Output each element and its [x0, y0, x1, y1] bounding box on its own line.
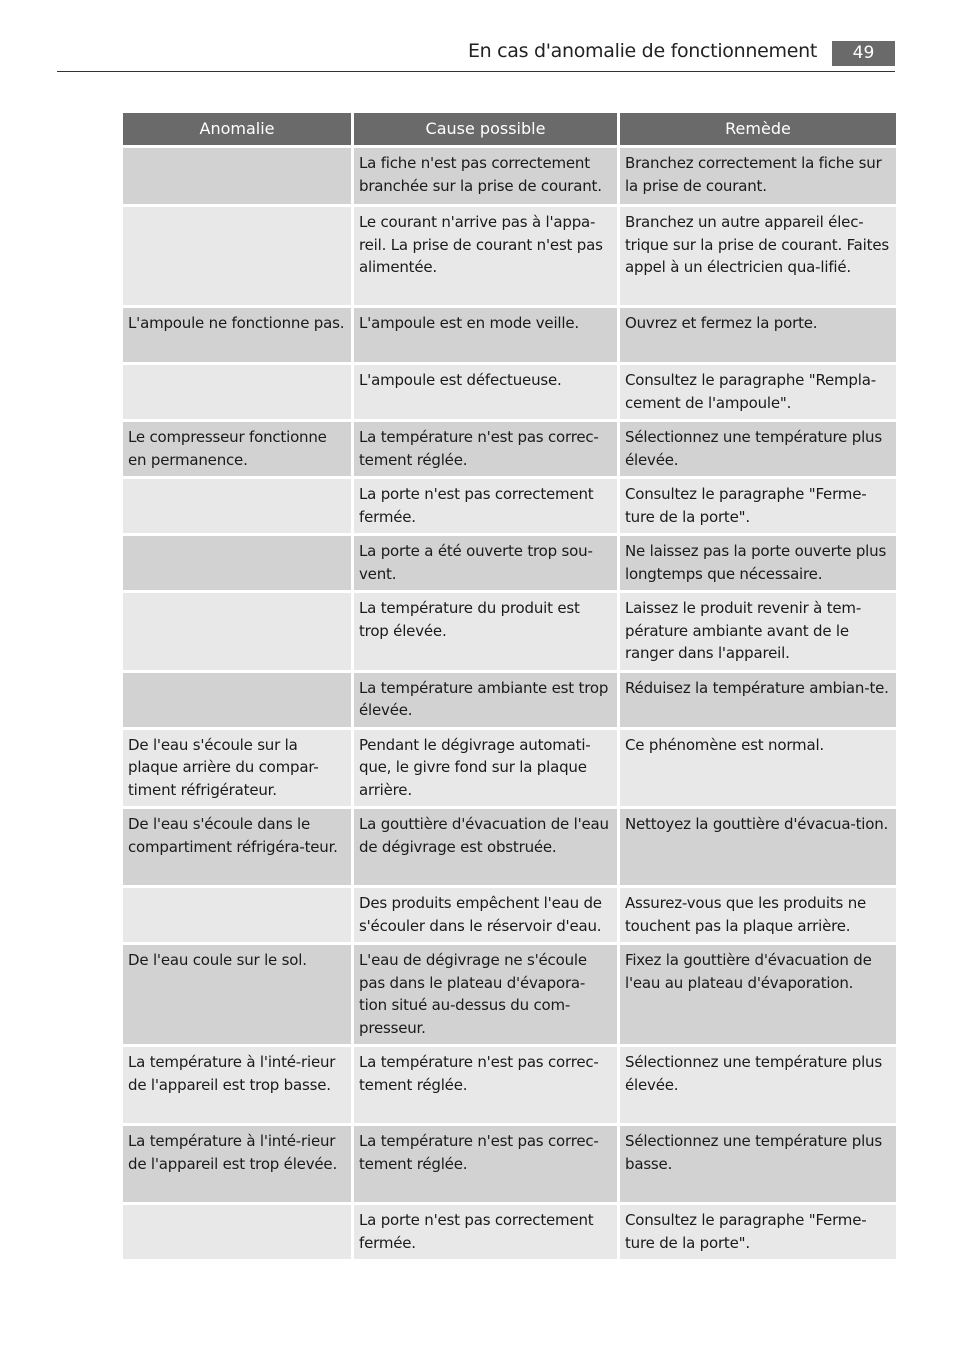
column-header-anomalie: Anomalie: [123, 113, 351, 145]
cause-cell: L'eau de dégivrage ne s'écoule pas dans le plateau d'évapora-tion situé au-dessus du com-presseur.: [354, 945, 617, 1044]
anomalie-cell: [123, 536, 351, 590]
remede-cell: Branchez correctement la fiche sur la prise de courant.: [620, 148, 896, 204]
table-row: [123, 1126, 896, 1202]
remede-cell: Ouvrez et fermez la porte.: [620, 308, 896, 362]
anomalie-cell: De l'eau s'écoule dans le compartiment réfrigéra-teur.: [123, 809, 351, 885]
anomalie-cell: [123, 593, 351, 670]
anomalie-cell: L'ampoule ne fonctionne pas.: [123, 308, 351, 362]
table-row: [123, 365, 896, 419]
cause-cell: La fiche n'est pas correctement branchée sur la prise de courant.: [354, 148, 617, 204]
anomalie-cell: Le compresseur fonctionne en permanence.: [123, 422, 351, 476]
anomalie-cell: [123, 673, 351, 727]
anomalie-cell: La température à l'inté-rieur de l'appareil est trop basse.: [123, 1047, 351, 1123]
table-row: [123, 308, 896, 362]
cause-cell: L'ampoule est défectueuse.: [354, 365, 617, 419]
cause-cell: La température n'est pas correc-tement réglée.: [354, 422, 617, 476]
table-header-row: [123, 113, 896, 145]
table-row: [123, 809, 896, 885]
page-number: 49: [832, 41, 895, 66]
table-row: [123, 945, 896, 1044]
cause-cell: La porte a été ouverte trop sou-vent.: [354, 536, 617, 590]
remede-cell: Assurez-vous que les produits ne touchent pas la plaque arrière.: [620, 888, 896, 942]
table-row: [123, 593, 896, 670]
anomalie-cell: De l'eau s'écoule sur la plaque arrière du compar-timent réfrigérateur.: [123, 730, 351, 807]
remede-cell: Consultez le paragraphe "Rempla-cement de l'ampoule".: [620, 365, 896, 419]
section-title: En cas d'anomalie de fonctionnement: [467, 40, 817, 62]
table-row: [123, 422, 896, 476]
table-row: [123, 730, 896, 807]
cause-cell: L'ampoule est en mode veille.: [354, 308, 617, 362]
anomalie-cell: [123, 1205, 351, 1259]
remede-cell: Sélectionnez une température plus basse.: [620, 1126, 896, 1202]
remede-cell: Ce phénomène est normal.: [620, 730, 896, 807]
remede-cell: Ne laissez pas la porte ouverte plus longtemps que nécessaire.: [620, 536, 896, 590]
cause-cell: La porte n'est pas correctement fermée.: [354, 1205, 617, 1259]
cause-cell: La température du produit est trop élevée.: [354, 593, 617, 670]
anomalie-cell: [123, 207, 351, 305]
anomalie-cell: [123, 888, 351, 942]
table-row: [123, 673, 896, 727]
remede-cell: Laissez le produit revenir à tem-pérature ambiante avant de le ranger dans l'appareil.: [620, 593, 896, 670]
cause-cell: Le courant n'arrive pas à l'appa-reil. La prise de courant n'est pas alimentée.: [354, 207, 617, 305]
table-row: [123, 1047, 896, 1123]
cause-cell: La température n'est pas correc-tement réglée.: [354, 1126, 617, 1202]
table-row: [123, 148, 896, 204]
cause-cell: La température n'est pas correc-tement réglée.: [354, 1047, 617, 1123]
anomalie-cell: La température à l'inté-rieur de l'appareil est trop élevée.: [123, 1126, 351, 1202]
column-header-cause: Cause possible: [354, 113, 617, 145]
anomalie-cell: De l'eau coule sur le sol.: [123, 945, 351, 1044]
remede-cell: Réduisez la température ambian-te.: [620, 673, 896, 727]
cause-cell: Pendant le dégivrage automati-que, le givre fond sur la plaque arrière.: [354, 730, 617, 807]
troubleshooting-table: [120, 110, 899, 1262]
table-row: [123, 888, 896, 942]
column-header-remede: Remède: [620, 113, 896, 145]
remede-cell: Branchez un autre appareil élec-trique sur la prise de courant. Faites appel à un électricien qua-lifié.: [620, 207, 896, 305]
table-row: [123, 1205, 896, 1259]
remede-cell: Nettoyez la gouttière d'évacua-tion.: [620, 809, 896, 885]
remede-cell: Consultez le paragraphe "Ferme-ture de la porte".: [620, 1205, 896, 1259]
remede-cell: Sélectionnez une température plus élevée.: [620, 1047, 896, 1123]
table-row: [123, 479, 896, 533]
table-row: [123, 536, 896, 590]
anomalie-cell: [123, 148, 351, 204]
remede-cell: Sélectionnez une température plus élevée.: [620, 422, 896, 476]
table-row: [123, 207, 896, 305]
cause-cell: La température ambiante est trop élevée.: [354, 673, 617, 727]
anomalie-cell: [123, 365, 351, 419]
cause-cell: La porte n'est pas correctement fermée.: [354, 479, 617, 533]
remede-cell: Fixez la gouttière d'évacuation de l'eau au plateau d'évaporation.: [620, 945, 896, 1044]
remede-cell: Consultez le paragraphe "Ferme-ture de la porte".: [620, 479, 896, 533]
page-header: [57, 38, 895, 72]
cause-cell: La gouttière d'évacuation de l'eau de dégivrage est obstruée.: [354, 809, 617, 885]
anomalie-cell: [123, 479, 351, 533]
cause-cell: Des produits empêchent l'eau de s'écouler dans le réservoir d'eau.: [354, 888, 617, 942]
